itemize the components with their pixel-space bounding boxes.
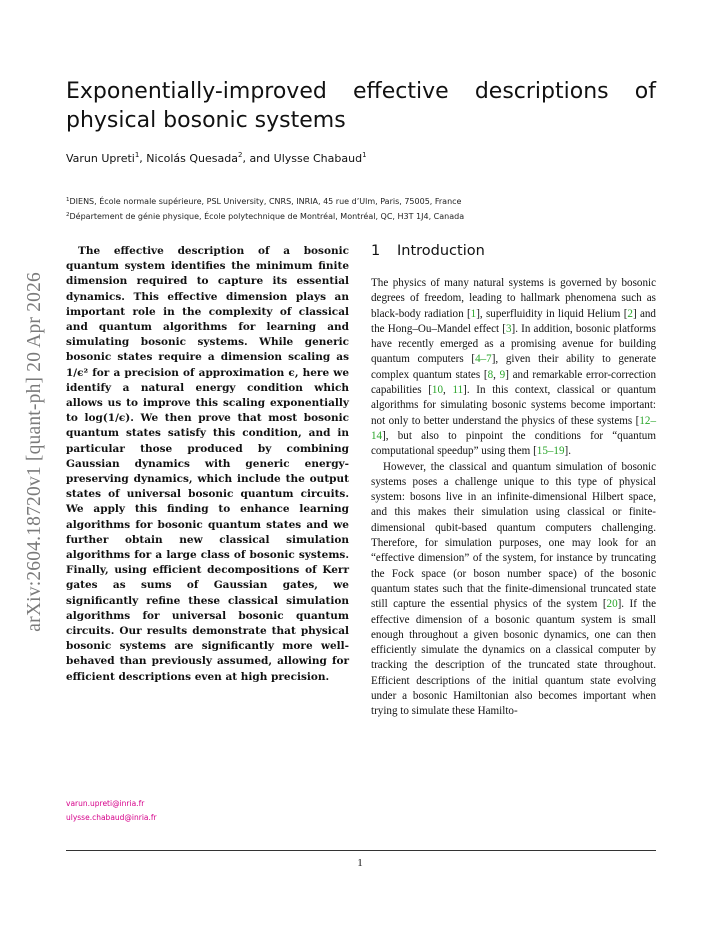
email-link[interactable]: ulysse.chabaud@inria.fr — [66, 812, 157, 822]
author — [146, 152, 242, 165]
page-number: 1 — [357, 857, 363, 869]
email-list — [66, 797, 349, 824]
body-text: [ — [471, 353, 476, 366]
affiliation-mark: 1 — [362, 151, 367, 159]
citation-link[interactable]: 10 — [431, 384, 443, 397]
body-text: ]. — [564, 445, 571, 458]
author-name: Varun Upreti — [66, 152, 135, 165]
body-text: [ — [602, 598, 607, 611]
citation-link[interactable]: 11 — [452, 384, 464, 397]
footer-rule — [66, 850, 656, 851]
affiliation-mark: 2 — [237, 151, 243, 159]
introduction-body — [371, 276, 656, 720]
affiliation-mark: 2 — [66, 212, 70, 218]
body-text: ] and remarkable error-correction capabilities — [371, 368, 657, 397]
citation-link[interactable]: 9 — [499, 368, 506, 381]
body-text: [ — [635, 414, 640, 427]
citation-link[interactable]: 12–14 — [371, 414, 656, 442]
body-paragraph — [371, 460, 656, 720]
affiliation-mark: 1 — [66, 197, 70, 203]
section-heading — [371, 242, 656, 260]
body-text: ], superfluidity in liquid Helium — [476, 307, 624, 320]
body-text: [ — [502, 322, 506, 335]
affiliation-text: Département de génie physique, École polytechnique de Montréal, Montréal, QC, H3T 1J4, Canada — [69, 212, 465, 221]
citation-link[interactable]: 1 — [470, 307, 477, 320]
citation-link[interactable]: 2 — [627, 307, 633, 320]
author-list — [66, 151, 656, 167]
body-text: The physics of many natural systems is governed by bosonic degrees of freedom, leading to hallmark phenomena such as black-body radiation — [371, 277, 656, 320]
body-text: , — [443, 384, 453, 397]
body-text: ] and the Hong–Ou–Mandel effect — [371, 307, 656, 335]
body-text: , — [493, 368, 500, 381]
affiliation-mark: 1 — [134, 151, 140, 159]
body-text: [ — [466, 307, 471, 320]
author-separator: , — [139, 152, 147, 165]
body-text: ], but also to pinpoint the conditions for “quantum computational speedup” using them — [371, 429, 656, 458]
email-link[interactable]: varun.upreti@inria.fr — [66, 799, 145, 808]
author-name: Nicolás Quesada — [146, 152, 238, 165]
citation-link[interactable]: 3 — [505, 322, 512, 335]
citation-link[interactable]: 15–19 — [536, 445, 565, 458]
citation-link[interactable]: 20 — [606, 598, 618, 611]
body-text: ]. If the effective dimension of a bosonic quantum system is small enough throughout a given bosonic dynamics, one can then efficiently simulate the dynamics on a classical computer by tracking the description of the truncated state throughout. Efficient descriptions of the initial quantum state evolving under a bosonic Hamiltonian also becomes important when trying to simulate these Hamilto- — [371, 598, 656, 718]
affiliation — [66, 194, 656, 209]
body-text: ]. In this context, classical or quantum algorithms for simulating bosonic systems become important: not only to better understand the physics of these systems — [371, 384, 656, 427]
affiliation — [66, 209, 656, 224]
author — [66, 152, 139, 165]
arxiv-sidebar — [22, 246, 48, 658]
body-text: [ — [533, 445, 537, 458]
citation-link[interactable]: 4–7 — [475, 353, 492, 366]
author — [274, 152, 367, 165]
body-paragraph — [371, 276, 656, 460]
author-separator: , and — [242, 152, 274, 165]
citation-link[interactable]: 8 — [487, 368, 494, 381]
body-text: [ — [428, 384, 432, 397]
body-text: However, the classical and quantum simulation of bosonic systems poses a challenge unique to this type of physical system: bosons live in an infinite-dimensional Hilbert space, and this makes their simulation using classical or finite-dimensional qubit-based quantum computers challenging. Therefore, for simulation purposes, one may look for an “effective dimension” of the system, for instance by truncating the Fock space (or boson number space) of the bosonic quantum states such that the finite-dimensional truncated state still capture the essential physics of the system — [371, 460, 656, 611]
body-text: [ — [623, 307, 628, 320]
body-text: ]. In addition, bosonic platforms have recently emerged as a promising avenue for building quantum computers — [371, 322, 657, 366]
section-title: Introduction — [397, 243, 485, 259]
paper-title: Exponentially-improved effective descriptions of physical bosonic systems — [66, 79, 656, 133]
body-text: ], given their ability to generate complex quantum states — [371, 353, 656, 381]
author-name: Ulysse Chabaud — [273, 152, 363, 165]
arxiv-identifier: arXiv:2604.18720v1 [quant-ph] 20 Apr 2026 — [24, 272, 45, 632]
abstract: The effective description of a bosonic quantum system identifies the minimum finite dimension required to capture its essential dynamics. This effective dimension plays an important role in the complexity of classical and quantum algorithms for learning and simulating bosonic systems. While generic bosonic states require a dimension scaling as 1/ϵ² for a precision of approximation ϵ, here we identify a natural energy condition which allows us to improve this scaling exponentially to log(1/ϵ). We then prove that most bosonic quantum states satisfy this condition, and in particular those produced by combining Gaussian dynamics with generic energy-preserving dynamics, which include the output states of universal bosonic quantum circuits. We apply this finding to enhance learning algorithms for bosonic quantum states and we further obtain new classical simulation algorithms for a large class of bosonic systems. Finally, using efficient decompositions of Kerr gates as sums of Gaussian gates, we significantly refine these classical simulation algorithms for universal bosonic quantum circuits. Our results demonstrate that physical bosonic systems are significantly more well-behaved than previously assumed, allowing for efficient descriptions even at high precision. — [66, 245, 349, 683]
section-number: 1 — [371, 243, 381, 259]
affiliation-text: DIENS, École normale supérieure, PSL University, CNRS, INRIA, 45 rue d’Ulm, Paris, 75005, France — [69, 197, 462, 206]
affiliation-list — [66, 194, 656, 224]
body-text: [ — [483, 368, 488, 381]
